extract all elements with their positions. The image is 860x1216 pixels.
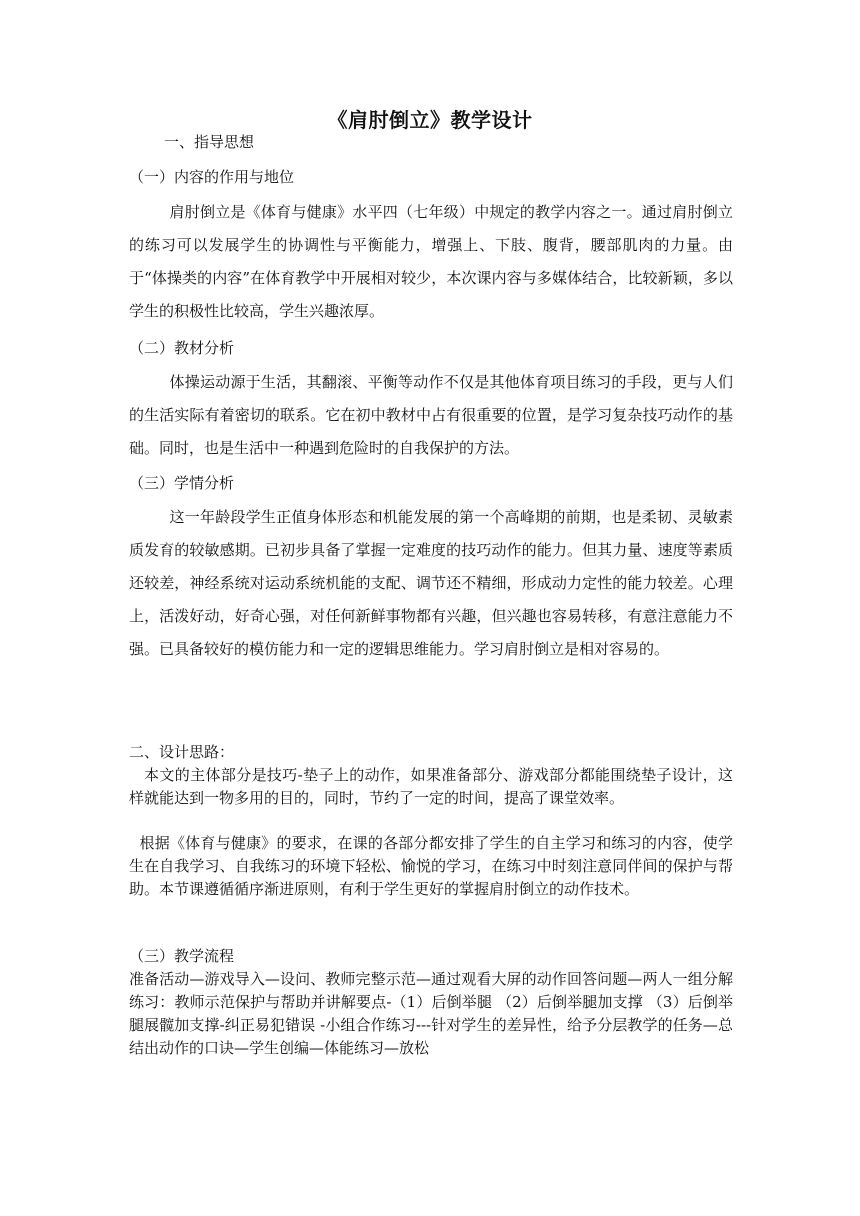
section3-body: 准备活动—游戏导入—设问、教师完整示范—通过观看大屏的动作回答问题—两人一组分解练习：教师示范保护与帮助并讲解要点-（1）后倒举腿 （2）后倒举腿加支撑 （3）后倒举腿展髋加支撑-纠正易犯错误 -小组合作练习---针对学生的差异性，给予分层教学的任务—总结出动作的口诀—学生创编—体能练习—放松 — [129, 970, 733, 1057]
sub1-body: 肩肘倒立是《体育与健康》水平四（七年级）中规定的教学内容之一。通过肩肘倒立的练习可以发展学生的协调性与平衡能力，增强上、下肢、腹背，腰部肌肉的力量。由于“体操类的内容”在体育教学中开展相对较少，本次课内容与多媒体结合，比较新颖，多以学生的积极性比较高，学生兴趣浓厚。 — [129, 203, 733, 320]
document-title: 《肩肘倒立》教学设计 — [327, 108, 533, 132]
sub2-body: 体操运动源于生活，其翻滚、平衡等动作不仅是其他体育项目练习的手段，更与人们的生活实际有着密切的联系。它在初中教材中占有很重要的位置，是学习复杂技巧动作的基础。同时，也是生活中一种遇到危险时的自我保护的方法。 — [129, 373, 733, 457]
sub3-heading: （三）学情分析 — [129, 474, 235, 492]
sub1-heading: （一）内容的作用与地位 — [129, 168, 295, 186]
section1-heading: 一、指导思想 — [164, 133, 255, 151]
section2-heading: 二、设计思路： — [129, 743, 235, 761]
section3-heading: （三）教学流程 — [129, 947, 235, 965]
section2-para1: 本文的主体部分是技巧-垫子上的动作，如果准备部分、游戏部分都能围绕垫子设计，这样就能达到一物多用的目的，同时，节约了一定的时间，提高了课堂效率。 — [129, 766, 733, 807]
sub3-body: 这一年龄段学生正值身体形态和机能发展的第一个高峰期的前期，也是柔韧、灵敏素质发育的较敏感期。已初步具备了掌握一定难度的技巧动作的能力。但其力量、速度等素质还较差，神经系统对运动系统机能的支配、调节还不精细，形成动力定性的能力较差。心理上，活泼好动，好奇心强，对任何新鲜事物都有兴趣，但兴趣也容易转移，有意注意能力不强。已具备较好的模仿能力和一定的逻辑思维能力。学习肩肘倒立是相对容易的。 — [129, 508, 733, 658]
section2-para2: 根据《体育与健康》的要求，在课的各部分都安排了学生的自主学习和练习的内容，使学生在自我学习、自我练习的环境下轻松、愉悦的学习，在练习中时刻注意同伴间的保护与帮助。本节课遵循循序渐进原则，有利于学生更好的掌握肩肘倒立的动作技术。 — [129, 834, 733, 898]
sub2-heading: （二）教材分析 — [129, 339, 235, 357]
